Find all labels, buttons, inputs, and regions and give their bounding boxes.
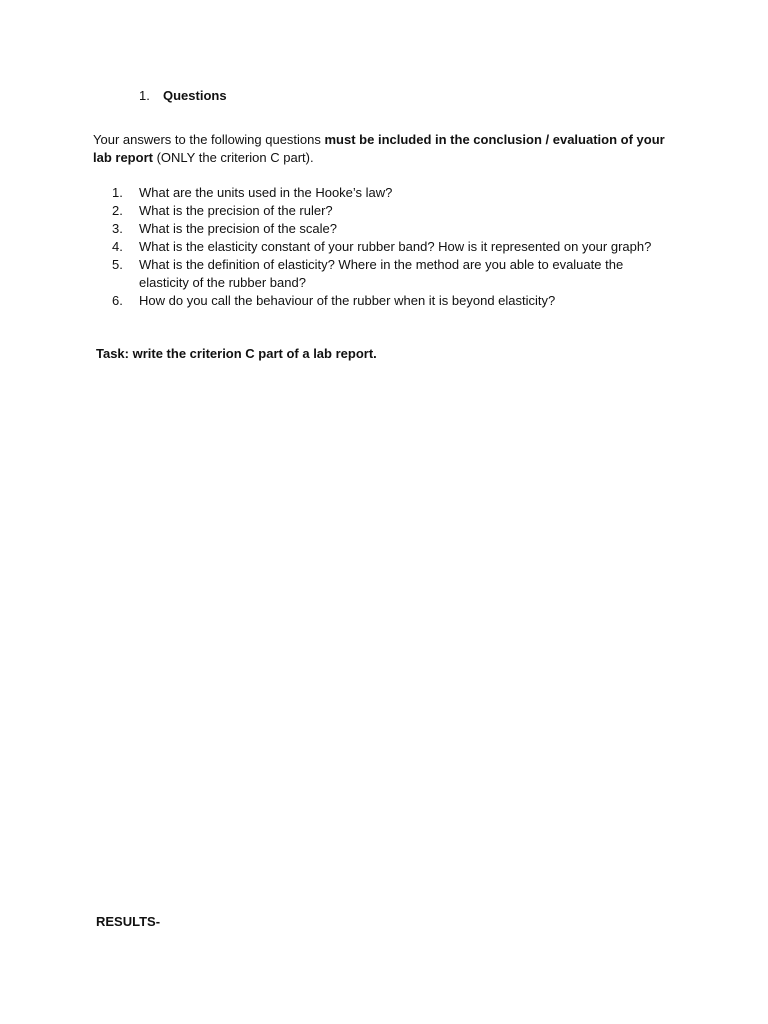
question-number: 1.	[112, 185, 123, 200]
question-text: What is the elasticity constant of your rubber band? How is it represented on your graph?	[139, 239, 652, 254]
question-text: What is the definition of elasticity? Where in the method are you able to evaluate the elasticity of the rubber band?	[139, 257, 624, 290]
questions-list	[112, 184, 672, 310]
results-heading: RESULTS-	[96, 914, 161, 929]
question-text: How do you call the behaviour of the rubber when it is beyond elasticity?	[139, 293, 556, 308]
intro-paragraph	[93, 131, 683, 167]
question-text: What is the precision of the scale?	[139, 221, 337, 236]
list-item	[112, 184, 672, 202]
section-title: Questions	[163, 88, 227, 103]
intro-bold-text: must be included in the conclusion / evaluation of your lab report	[93, 132, 665, 165]
question-text: What are the units used in the Hooke’s law?	[139, 185, 393, 200]
question-text: What is the precision of the ruler?	[139, 203, 333, 218]
list-item	[112, 238, 672, 256]
intro-text-start: Your answers to the following questions	[93, 132, 325, 147]
list-item	[112, 292, 672, 310]
question-number: 2.	[112, 203, 123, 218]
question-number: 5.	[112, 257, 123, 272]
question-number: 4.	[112, 239, 123, 254]
list-item	[112, 220, 672, 238]
section-number: 1.	[139, 88, 150, 103]
list-item	[112, 256, 672, 292]
section-heading	[139, 87, 227, 105]
question-number: 6.	[112, 293, 123, 308]
intro-text-end: (ONLY the criterion C part).	[152, 150, 314, 165]
list-item	[112, 202, 672, 220]
task-statement: Task: write the criterion C part of a lab report.	[96, 346, 377, 361]
question-number: 3.	[112, 221, 123, 236]
